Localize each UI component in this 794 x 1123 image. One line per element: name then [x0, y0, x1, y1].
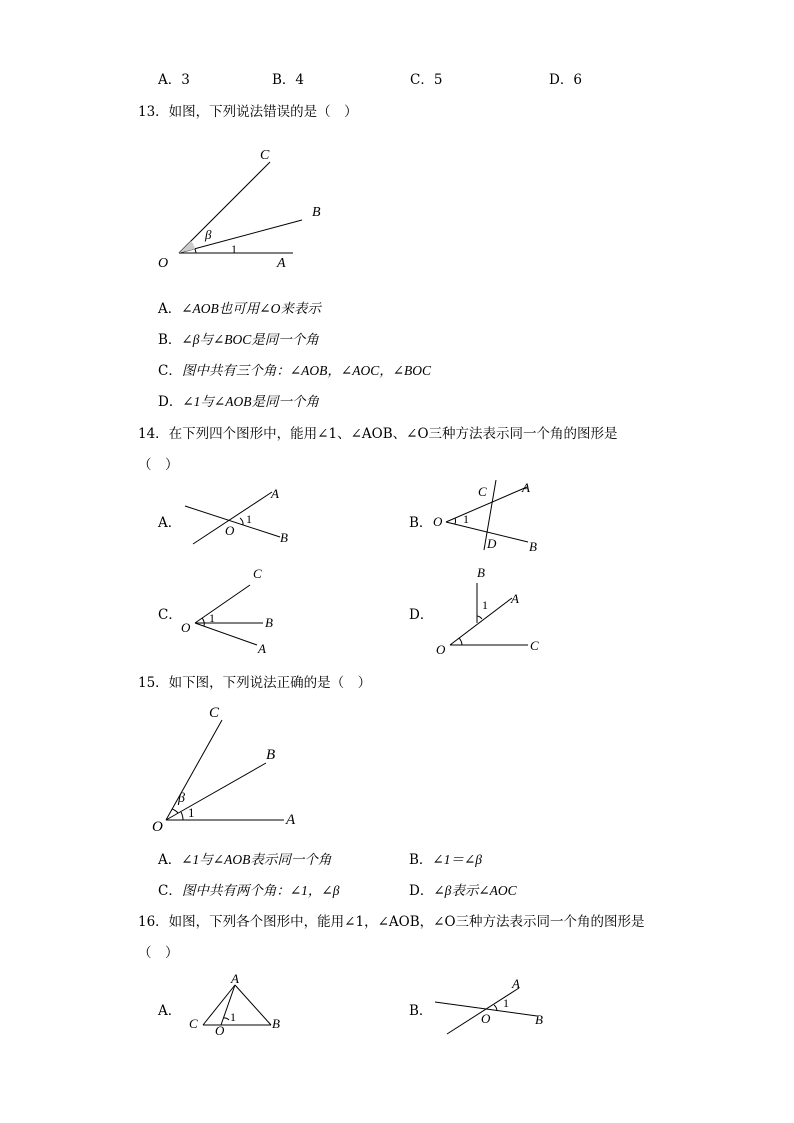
q14a-label-o: O [225, 523, 235, 538]
q13-option-d: D．∠1与∠AOB是同一个角 [158, 394, 319, 410]
q14b-label-a: A [522, 480, 530, 495]
q14b-label-o: O [433, 514, 443, 529]
q15-figure [148, 700, 318, 835]
q16-option-a-label: A． [158, 1003, 182, 1019]
q14-figure-c [175, 565, 295, 660]
q14-figure-b [430, 475, 560, 560]
q16a-label-o: O [215, 1023, 225, 1038]
q14-option-b-label: B． [409, 515, 433, 531]
q13-label-beta: β [205, 227, 212, 242]
q14d-arc-1 [477, 616, 482, 619]
q14-figure-a [180, 480, 310, 555]
q14-figure-d [432, 563, 552, 658]
q15-label-beta: β [178, 791, 185, 806]
q13-label-a: A [277, 256, 286, 271]
q14b-arc [455, 518, 456, 524]
q14d-arc-o [459, 638, 462, 645]
q16-figure-a [185, 970, 295, 1040]
q14d-label-o: O [436, 642, 446, 657]
q12-option-a: A．3 [158, 72, 190, 88]
q12-option-b: B．4 [272, 72, 305, 88]
q14d-label-b: B [477, 565, 485, 580]
q14d-label-c: C [530, 638, 539, 653]
q14c-label-b: B [265, 615, 273, 630]
q13-angle1-arc [195, 249, 196, 253]
q15-label-1: 1 [188, 805, 195, 820]
q15-beta-arc [172, 809, 178, 813]
q13-question: 13．如图，下列说法错误的是（ ） [138, 104, 358, 120]
q13-label-b: B [312, 205, 321, 220]
q15-question: 15．如下图，下列说法正确的是（ ） [138, 675, 372, 691]
q14a-label-b: B [280, 530, 288, 545]
q16b-label-a: A [512, 976, 520, 991]
q14b-label-d: D [487, 536, 497, 551]
q15-label-b: B [266, 747, 276, 763]
q14c-arc [202, 618, 204, 626]
q14-question-line2: （ ） [138, 457, 179, 473]
q14-option-c-label: C． [158, 607, 182, 623]
q15-option-a: A．∠1与∠AOB表示同一个角 [158, 852, 332, 868]
q14-option-d-label: D． [409, 607, 434, 623]
q15-label-a: A [286, 812, 296, 828]
q13-label-1: 1 [231, 242, 237, 256]
q16a-label-a: A [231, 971, 239, 986]
q14c-ray-oa [195, 623, 257, 645]
q16a-label-1: 1 [230, 1010, 236, 1024]
q13-ray-ob [179, 220, 302, 253]
q14c-label-a: A [258, 641, 266, 656]
q14a-label-1: 1 [246, 512, 252, 526]
q14c-label-c: C [253, 566, 262, 581]
q15-label-o: O [152, 819, 163, 835]
q14-option-a-label: A． [158, 515, 182, 531]
q16-figure-b [425, 972, 555, 1042]
q16a-side-ab [235, 985, 271, 1025]
q16-question-line2: （ ） [138, 945, 179, 961]
q12-option-d: D．6 [549, 72, 582, 88]
q16b-label-o: O [481, 1011, 491, 1026]
q14c-ray-oc [195, 585, 250, 623]
q13-option-b: B．∠β与∠BOC是同一个角 [158, 332, 319, 348]
q13-figure [150, 140, 350, 275]
q15-option-c: C．图中共有两个角：∠1，∠β [158, 883, 340, 899]
q14b-label-c: C [478, 484, 487, 499]
q15-angle1-arc [181, 812, 183, 820]
q13-label-o: O [158, 256, 169, 271]
q12-option-c: C．5 [410, 72, 443, 88]
q14c-label-o: O [181, 620, 191, 635]
q16b-label-1: 1 [503, 996, 509, 1010]
q15-label-c: C [209, 705, 220, 721]
q16a-label-c: C [189, 1016, 198, 1031]
q14d-label-1: 1 [482, 598, 488, 612]
q15-option-d: D．∠β表示∠AOC [409, 883, 517, 899]
q13-label-c: C [260, 148, 270, 163]
q14d-label-a: A [511, 591, 519, 606]
q14b-label-1: 1 [463, 512, 469, 526]
q16a-label-b: B [272, 1016, 280, 1031]
q14b-label-b: B [529, 539, 537, 554]
q16-question-line1: 16．如图，下列各个图形中，能用∠1，∠AOB，∠O三种方法表示同一个角的图形是 [138, 914, 645, 930]
q14c-label-1: 1 [209, 611, 215, 625]
q13-ray-oc [179, 162, 270, 253]
q16-option-b-label: B． [409, 1003, 433, 1019]
q16b-label-b: B [535, 1012, 543, 1027]
q15-option-b: B．∠1＝∠β [409, 852, 483, 868]
q14a-label-a: A [271, 486, 279, 501]
q16a-arc [223, 1018, 229, 1020]
q13-option-a: A．∠AOB也可用∠O来表示 [158, 301, 321, 317]
q14-question-line1: 14．在下列四个图形中，能用∠1、∠AOB、∠O三种方法表示同一个角的图形是 [138, 426, 618, 442]
q13-option-c: C．图中共有三个角：∠AOB，∠AOC，∠BOC [158, 363, 432, 379]
